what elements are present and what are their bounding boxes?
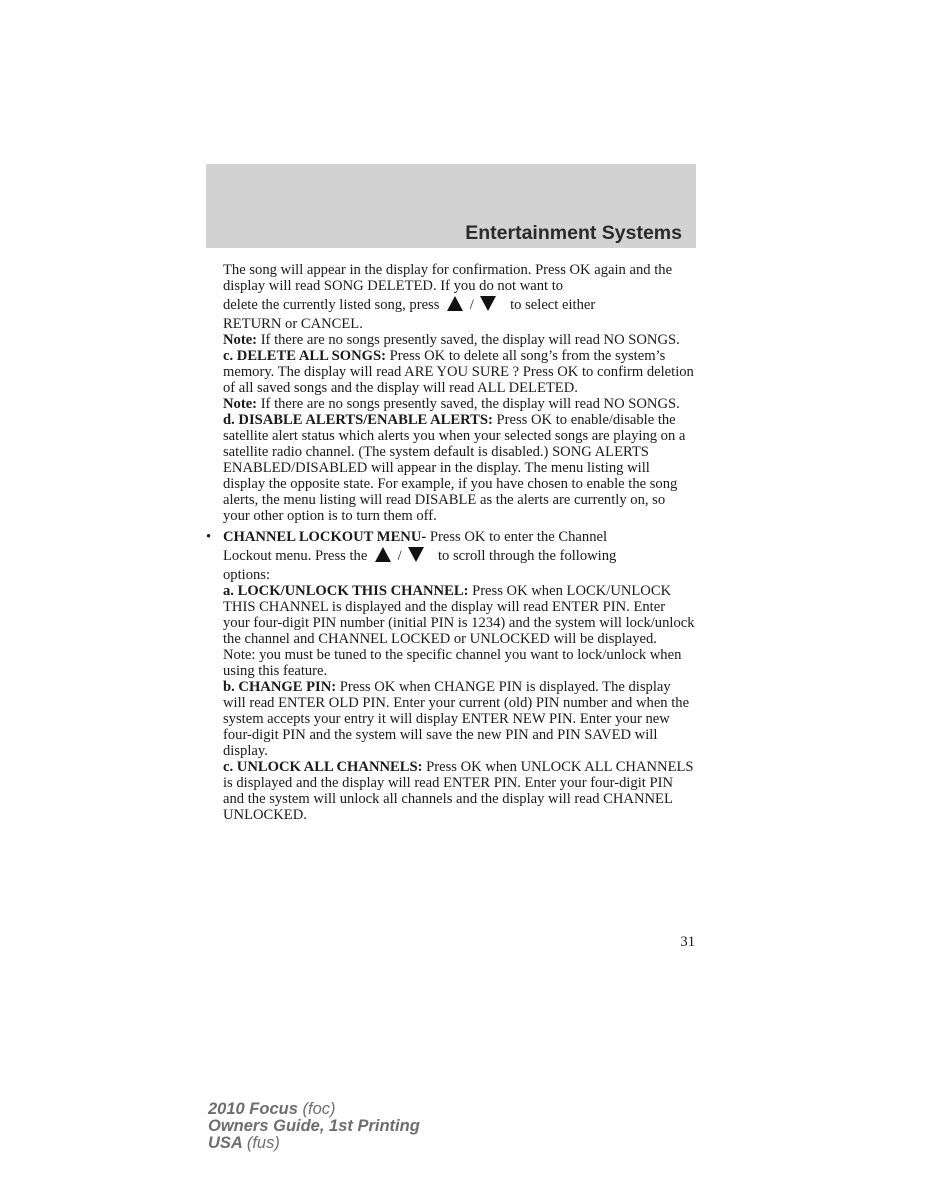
section-header-band [206,164,696,248]
channel-options-label: options: [223,567,271,583]
alerts-label: d. DISABLE ALERTS/ENABLE ALERTS: [223,412,493,428]
lock-unlock-label: a. LOCK/UNLOCK THIS CHANNEL: [223,583,469,599]
unlock-all-label: c. UNLOCK ALL CHANNELS: [223,759,423,775]
note-label: Note: [223,332,258,348]
arrow-line-text-before: delete the currently listed song, press [223,297,440,313]
alerts-paragraph [223,412,695,524]
footer-line-region [208,1135,420,1152]
arrow-line-text-after: to scroll through the following [437,548,617,564]
channel-lockout-bullet [206,529,695,823]
footer-region: USA [208,1134,243,1152]
delete-all-songs-text: Press OK to delete all song’s from the system’s memory. The display will read ARE YOU SURE ? Press OK to confirm deletion of all saved songs and the display will read ALL DELETED. [223,348,694,396]
document-footer [208,1101,420,1152]
footer-line-model [208,1101,420,1118]
up-arrow-icon [447,296,463,311]
unlock-all-paragraph [223,759,695,823]
note-paragraph [223,332,695,348]
arrow-separator: / [469,297,474,313]
page-content [206,262,695,823]
unlock-all-text: Press OK when UNLOCK ALL CHANNELS is displayed and the display will read ENTER PIN. Enter your four-digit PIN and the system will unlock all channels and the display will read CHANNEL UNLOCKED. [223,759,694,823]
lock-unlock-paragraph [223,583,695,647]
note-text: If there are no songs presently saved, the display will read NO SONGS. [257,332,680,348]
change-pin-paragraph [223,679,695,759]
up-arrow-icon [375,547,391,562]
note-text: If there are no songs presently saved, the display will read NO SONGS. [257,396,680,412]
footer-model: 2010 Focus [208,1100,298,1118]
paragraph-text-end: RETURN or CANCEL. [223,316,363,332]
alerts-text: Press OK to enable/disable the satellite alert status which alerts you when your selected songs are playing on a satellite radio channel. (The system default is disabled.) SONG ALERTS ENABLED/DISABLED will appear in the display. The menu listing will display the opposite state. For example, if you have chosen to enable the song alerts, the menu listing will read DISABLE as the alerts are currently on, so your other option is to turn them off. [223,412,686,524]
arrow-line-text-before: Lockout menu. Press the [223,548,368,564]
bullet-icon: • [206,529,212,545]
channel-lockout-label: CHANNEL LOCKOUT MENU- [223,529,427,545]
change-pin-text: Press OK when CHANGE PIN is displayed. The display will read ENTER OLD PIN. Enter your current (old) PIN number and when the system accepts your entry it will display ENTER NEW PIN. Enter your new four-digit PIN and the system will save the new PIN and PIN SAVED will display. [223,679,690,759]
note-paragraph [223,396,695,412]
footer-model-code: (foc) [302,1100,336,1118]
change-pin-label: b. CHANGE PIN: [223,679,337,695]
down-arrow-icon [408,547,424,562]
paragraph-text: The song will appear in the display for confirmation. Press OK again and the display will read SONG DELETED. If you do not want to [223,262,673,294]
delete-all-songs-label: c. DELETE ALL SONGS: [223,348,387,364]
delete-all-songs-paragraph [223,348,695,396]
note-label: Note: [223,396,258,412]
arrow-instruction-line [223,545,695,567]
footer-region-code: (fus) [246,1134,280,1152]
channel-lockout-intro [223,529,695,545]
footer-line-guide: Owners Guide, 1st Printing [208,1117,420,1135]
lock-unlock-text: Press OK when LOCK/UNLOCK THIS CHANNEL is displayed and the display will read ENTER PIN. Enter your four-digit PIN number (initial PIN is 1234) and the system will lock/unlock the channel and CHANNEL LOCKED or UNLOCKED will be displayed. [223,583,695,647]
paragraph-song-confirmation [223,262,695,294]
down-arrow-icon [480,296,496,311]
arrow-line-text-after: to select either [510,297,596,313]
channel-lockout-text: Press OK to enter the Channel [426,529,608,545]
arrow-instruction-line [223,294,695,316]
lock-unlock-note: Note: you must be tuned to the specific channel you want to lock/unlock when using this feature. [223,647,682,679]
arrow-separator: / [397,548,402,564]
page-number: 31 [680,934,695,950]
section-title: Entertainment Systems [465,222,682,244]
